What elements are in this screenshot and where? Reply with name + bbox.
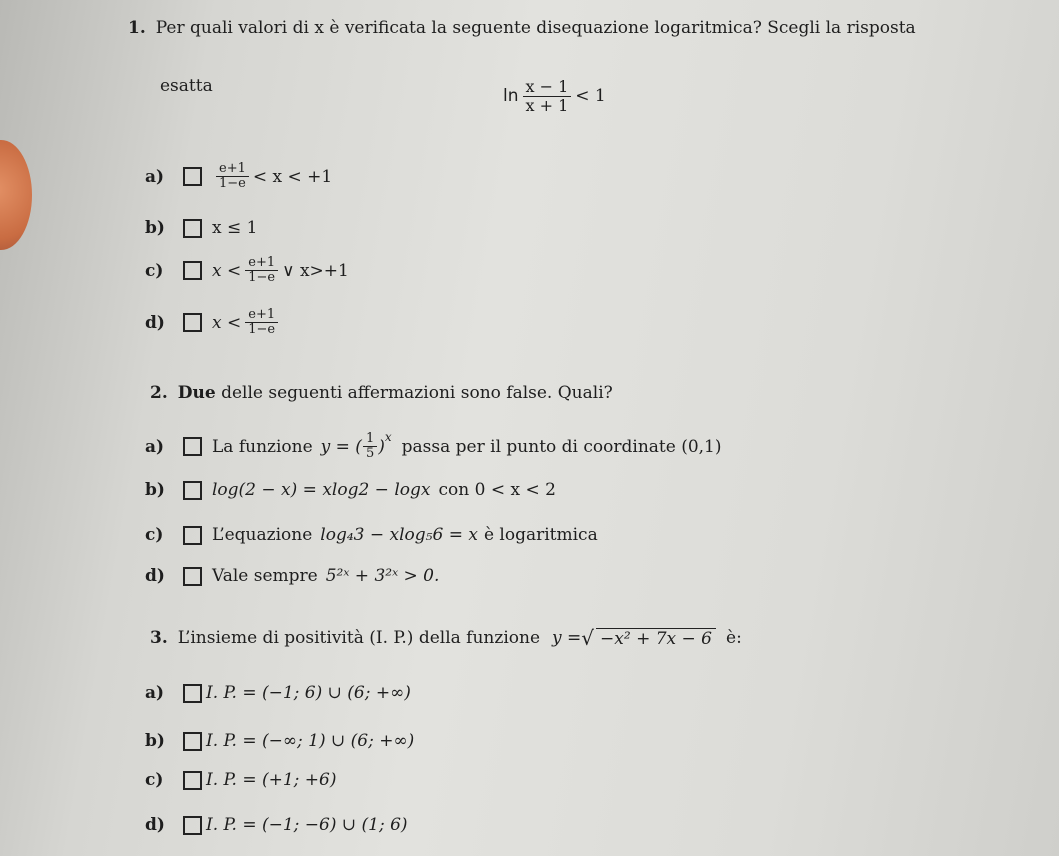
option-fraction <box>245 308 278 338</box>
q1-rhs: < 1 <box>575 86 606 107</box>
q2-option-a[interactable] <box>145 429 722 462</box>
q1-text: Per quali valori di x è verificata la seguente disequazione logaritmica? Scegli la risposta <box>155 18 916 38</box>
q2-option-c[interactable] <box>145 525 598 545</box>
q1-heading <box>128 18 916 38</box>
option-math: I. P. = (−1; 6) ∪ (6; +∞) <box>206 683 411 703</box>
option-text: Vale sempre <box>212 566 318 586</box>
option-text: passa per il punto di coordinate (0,1) <box>401 436 722 457</box>
option-text: La funzione <box>212 436 313 457</box>
q1-inequality <box>503 78 606 114</box>
q2-text-bold: Due <box>177 383 216 403</box>
option-letter: a) <box>145 683 165 703</box>
q3-post: è: <box>726 628 742 648</box>
option-text: ∨ x>+1 <box>282 260 349 281</box>
frac-den: 1−e <box>219 176 246 192</box>
option-sup: x <box>384 429 392 444</box>
q1-option-c[interactable] <box>145 256 349 286</box>
q3-option-a[interactable] <box>145 683 411 703</box>
q3-text: L’insieme di positività (I. P.) della funzione <box>177 628 541 648</box>
q1-option-a[interactable] <box>145 162 332 192</box>
q2-option-d[interactable] <box>145 566 439 586</box>
option-math: I. P. = (−∞; 1) ∪ (6; +∞) <box>206 731 415 751</box>
q3-option-c[interactable] <box>145 770 337 790</box>
checkbox[interactable] <box>183 526 202 545</box>
q3-option-d[interactable] <box>145 815 408 835</box>
checkbox[interactable] <box>183 313 202 332</box>
option-letter: b) <box>145 218 165 238</box>
q2-text: delle seguenti affermazioni sono false. Quali? <box>221 383 613 403</box>
option-letter: a) <box>145 436 165 457</box>
frac-den: 1−e <box>248 270 276 286</box>
q1-text-cont: esatta <box>160 76 213 96</box>
frac-num: e+1 <box>245 256 278 271</box>
option-letter: d) <box>145 815 165 835</box>
q3-option-b[interactable] <box>145 731 414 751</box>
checkbox[interactable] <box>183 684 202 703</box>
option-fraction <box>363 432 377 462</box>
option-letter: a) <box>145 166 165 187</box>
option-text: x ≤ 1 <box>212 218 258 238</box>
option-math: log(2 − x) = xlog2 − logx <box>212 480 431 500</box>
option-fraction <box>216 162 249 192</box>
checkbox[interactable] <box>183 167 202 186</box>
q1-frac-den: x + 1 <box>525 95 569 115</box>
q1-number: 1. <box>128 18 146 38</box>
frac-den: 5 <box>365 446 375 462</box>
option-math: log₄3 − xlog₅6 = x <box>320 525 478 545</box>
checkbox[interactable] <box>183 732 202 751</box>
option-letter: c) <box>145 770 164 790</box>
frac-num: e+1 <box>216 162 249 177</box>
option-math: x < <box>212 312 242 333</box>
frac-den: 1−e <box>248 322 276 338</box>
checkbox[interactable] <box>183 261 202 280</box>
option-math: I. P. = (+1; +6) <box>206 770 337 790</box>
q2-number: 2. <box>150 383 168 403</box>
option-math: x < <box>212 260 242 281</box>
q3-number: 3. <box>150 628 168 648</box>
q2-heading <box>150 383 613 403</box>
q2-option-b[interactable] <box>145 480 556 500</box>
option-text: < x < +1 <box>252 166 333 187</box>
option-fraction <box>245 256 278 286</box>
option-math: y = ( <box>320 436 362 457</box>
option-letter: b) <box>145 731 165 751</box>
q1-frac-num: x − 1 <box>523 78 572 97</box>
checkbox[interactable] <box>183 771 202 790</box>
option-math: I. P. = (−1; −6) ∪ (1; 6) <box>206 815 408 835</box>
checkbox[interactable] <box>183 437 202 456</box>
option-text: L’equazione <box>212 525 313 545</box>
sqrt-symbol: √ <box>581 626 595 650</box>
option-math: 5²ˣ + 3²ˣ > 0. <box>325 566 440 586</box>
checkbox[interactable] <box>183 567 202 586</box>
option-text: con 0 < x < 2 <box>438 480 556 500</box>
option-letter: d) <box>145 312 165 333</box>
frac-num: 1 <box>363 432 377 447</box>
finger-photo-artifact <box>0 140 32 250</box>
q1-option-d[interactable] <box>145 308 282 338</box>
option-letter: d) <box>145 566 165 586</box>
option-letter: b) <box>145 480 165 500</box>
q1-option-b[interactable] <box>145 218 257 238</box>
checkbox[interactable] <box>183 481 202 500</box>
q3-heading <box>150 626 742 650</box>
checkbox[interactable] <box>183 219 202 238</box>
option-text: è logaritmica <box>483 525 598 545</box>
q1-fraction <box>523 78 572 114</box>
q1-ln: ln <box>503 86 519 107</box>
checkbox[interactable] <box>183 816 202 835</box>
option-letter: c) <box>145 525 164 545</box>
q3-math: y = <box>552 628 582 648</box>
q3-radicand: −x² + 7x − 6 <box>596 628 716 649</box>
frac-num: e+1 <box>245 308 278 323</box>
option-math: ) <box>378 436 385 457</box>
option-letter: c) <box>145 260 164 281</box>
